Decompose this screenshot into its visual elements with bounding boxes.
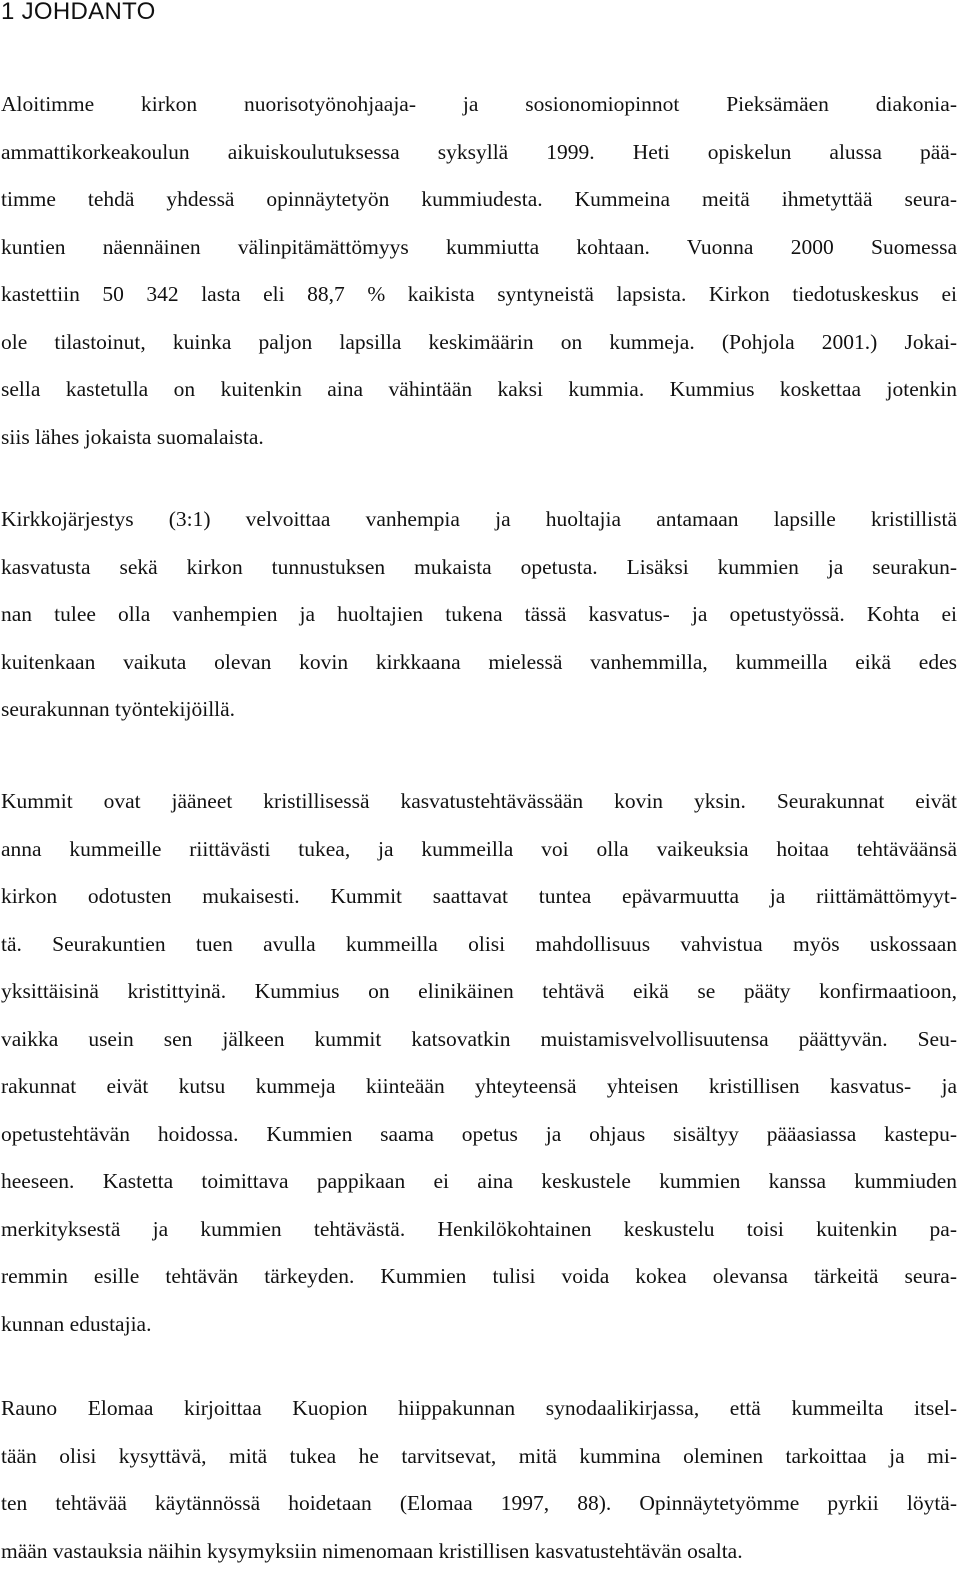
chapter-heading: 1 JOHDANTO [1,0,156,26]
paragraph-1 [1,81,957,461]
text-line: Aloitimme kirkon nuorisotyönohjaaja- ja sosionomiopinnot Pieksämäen diakonia- [1,81,957,129]
text-line: ole tilastoinut, kuinka paljon lapsilla keskimäärin on kummeja. (Pohjola 2001.) Jokai- [1,319,957,367]
text-line: yksittäisinä kristittyinä. Kummius on elinikäinen tehtävä eikä se pääty konfirmaatioon, [1,968,957,1016]
text-line: vaikka usein sen jälkeen kummit katsovatkin muistamisvelvollisuutensa päättyvän. Seu- [1,1016,957,1064]
text-line: remmin esille tehtävän tärkeyden. Kummien tulisi voida kokea olevansa tärkeitä seura- [1,1253,957,1301]
text-line: rakunnat eivät kutsu kummeja kiinteään yhteyteensä yhteisen kristillisen kasvatus- ja [1,1063,957,1111]
text-line: Kirkkojärjestys (3:1) velvoittaa vanhempia ja huoltajia antamaan lapsille kristillistä [1,496,957,544]
text-line: tään olisi kysyttävä, mitä tukea he tarvitsevat, mitä kummina oleminen tarkoittaa ja mi- [1,1433,957,1481]
text-line: heeseen. Kastetta toimittava pappikaan ei aina keskustele kummien kanssa kummiuden [1,1158,957,1206]
text-line: nan tulee olla vanhempien ja huoltajien tukena tässä kasvatus- ja opetustyössä. Kohta ei [1,591,957,639]
text-line: seurakunnan työntekijöillä. [1,686,957,734]
text-line: merkityksestä ja kummien tehtävästä. Henkilökohtainen keskustelu toisi kuitenkin pa- [1,1206,957,1254]
text-line: timme tehdä yhdessä opinnäytetyön kummiudesta. Kummeina meitä ihmetyttää seura- [1,176,957,224]
paragraph-2 [1,496,957,734]
text-line: Rauno Elomaa kirjoittaa Kuopion hiippakunnan synodaalikirjassa, että kummeilta itsel- [1,1385,957,1433]
paragraph-3 [1,778,957,1348]
text-line: ten tehtävää käytännössä hoidetaan (Elomaa 1997, 88). Opinnäytetyömme pyrkii löytä- [1,1480,957,1528]
text-line: anna kummeille riittävästi tukea, ja kummeilla voi olla vaikeuksia hoitaa tehtäväänsä [1,826,957,874]
text-line: kastettiin 50 342 lasta eli 88,7 % kaikista syntyneistä lapsista. Kirkon tiedotuskeskus ei [1,271,957,319]
text-line: kunnan edustajia. [1,1301,957,1349]
text-line: kuitenkaan vaikuta olevan kovin kirkkaana mielessä vanhemmilla, kummeilla eikä edes [1,639,957,687]
text-line: kuntien näennäinen välinpitämättömyys kummiutta kohtaan. Vuonna 2000 Suomessa [1,224,957,272]
text-line: kirkon odotusten mukaisesti. Kummit saattavat tuntea epävarmuutta ja riittämättömyyt- [1,873,957,921]
text-line: sella kastetulla on kuitenkin aina vähintään kaksi kummia. Kummius koskettaa jotenkin [1,366,957,414]
text-line: ammattikorkeakoulun aikuiskoulutuksessa syksyllä 1999. Heti opiskelun alussa pää- [1,129,957,177]
text-line: siis lähes jokaista suomalaista. [1,414,957,462]
paragraph-4 [1,1385,957,1575]
text-line: opetustehtävän hoidossa. Kummien saama opetus ja ohjaus sisältyy pääasiassa kastepu- [1,1111,957,1159]
text-line: kasvatusta sekä kirkon tunnustuksen mukaista opetusta. Lisäksi kummien ja seurakun- [1,544,957,592]
text-line: Kummit ovat jääneet kristillisessä kasvatustehtävässään kovin yksin. Seurakunnat eivät [1,778,957,826]
text-line: mään vastauksia näihin kysymyksiin nimenomaan kristillisen kasvatustehtävän osalta. [1,1528,957,1575]
text-line: tä. Seurakuntien tuen avulla kummeilla olisi mahdollisuus vahvistua myös uskossaan [1,921,957,969]
